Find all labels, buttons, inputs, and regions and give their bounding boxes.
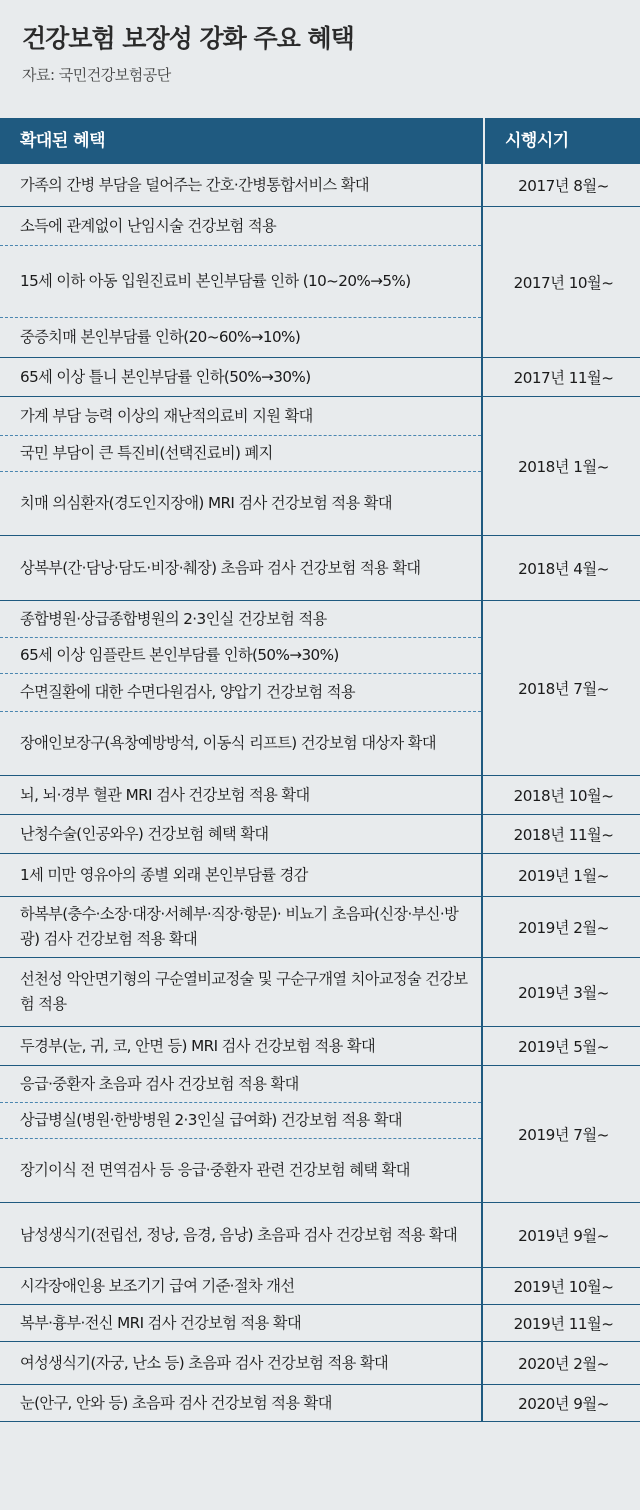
benefit-item: 선천성 악안면기형의 구순열비교정술 및 구순구개열 치아교정술 건강보험 적용: [20, 970, 468, 1013]
table-row: [0, 1305, 640, 1342]
benefit-list: [0, 1342, 483, 1384]
table-row: [0, 397, 640, 536]
benefit-item: 난청수술(인공와우) 건강보험 혜택 확대: [20, 824, 269, 843]
benefit-list: [0, 1027, 483, 1065]
benefit-item: 1세 미만 영유아의 종별 외래 본인부담률 경감: [20, 865, 308, 884]
effective-date: 2018년 10월~: [513, 786, 614, 805]
effective-date: 2018년 4월~: [518, 559, 609, 578]
benefit-item: 소득에 관계없이 난임시술 건강보험 적용: [20, 216, 277, 235]
benefit-list: [0, 1385, 483, 1421]
effective-date: 2019년 3월~: [518, 983, 609, 1002]
benefit-list: [0, 776, 483, 814]
benefit-item: 국민 부담이 큰 특진비(선택진료비) 폐지: [0, 435, 481, 471]
table-row: [0, 1203, 640, 1268]
effective-date: 2017년 10월~: [513, 273, 614, 292]
table-row: [0, 1342, 640, 1385]
benefit-list: [0, 536, 483, 600]
benefit-list: [0, 601, 483, 775]
effective-date: 2019년 11월~: [513, 1314, 614, 1333]
effective-date: 2018년 11월~: [513, 825, 614, 844]
table-row: [0, 1066, 640, 1203]
source-note: 자료: 국민건강보험공단: [22, 66, 171, 84]
effective-date: 2019년 9월~: [518, 1226, 609, 1245]
benefit-item: 눈(안구, 안와 등) 초음파 검사 건강보험 적용 확대: [20, 1393, 332, 1412]
benefit-list: [0, 1268, 483, 1304]
benefit-item: 복부·흉부·전신 MRI 검사 건강보험 적용 확대: [20, 1313, 302, 1332]
benefit-list: [0, 207, 483, 357]
benefit-item: 남성생식기(전립선, 정낭, 음경, 음낭) 초음파 검사 건강보험 적용 확대: [20, 1225, 458, 1244]
benefit-item: 65세 이상 임플란트 본인부담률 인하(50%→30%): [0, 637, 481, 673]
benefit-list: [0, 164, 483, 206]
benefit-list: [0, 1203, 483, 1267]
benefit-item: 종합병원·상급종합병원의 2·3인실 건강보험 적용: [20, 609, 327, 628]
table-row: [0, 897, 640, 958]
benefit-item: 가계 부담 능력 이상의 재난적의료비 지원 확대: [20, 406, 313, 425]
table-row: [0, 1027, 640, 1066]
benefit-list: [0, 1066, 483, 1202]
benefit-item: 가족의 간병 부담을 덜어주는 간호·간병통합서비스 확대: [20, 175, 370, 194]
column-header-date: 시행시기: [483, 118, 640, 164]
benefit-item: 시각장애인용 보조기기 급여 기준·절차 개선: [20, 1276, 295, 1295]
benefit-list: [0, 397, 483, 535]
table-row: [0, 854, 640, 897]
benefit-item: 응급·중환자 초음파 검사 건강보험 적용 확대: [20, 1074, 299, 1093]
table-header: [0, 118, 640, 164]
effective-date: 2020년 9월~: [518, 1394, 609, 1413]
table-row: [0, 1385, 640, 1422]
table-row: [0, 776, 640, 815]
benefit-list: [0, 958, 483, 1026]
benefit-list: [0, 815, 483, 853]
effective-date: 2017년 8월~: [518, 176, 609, 195]
effective-date: 2020년 2월~: [518, 1354, 609, 1373]
benefit-list: [0, 897, 483, 957]
table-row: [0, 1268, 640, 1305]
table-row: [0, 601, 640, 776]
benefit-item: 치매 의심환자(경도인지장애) MRI 검사 건강보험 적용 확대: [0, 471, 481, 535]
benefit-item: 수면질환에 대한 수면다원검사, 양압기 건강보험 적용: [0, 673, 481, 711]
column-header-benefit: 확대된 혜택: [20, 131, 106, 151]
effective-date: 2017년 11월~: [513, 368, 614, 387]
benefit-item: 중증치매 본인부담률 인하(20~60%→10%): [0, 317, 481, 357]
benefit-list: [0, 1305, 483, 1341]
effective-date: 2019년 1월~: [518, 866, 609, 885]
benefit-item: 여성생식기(자궁, 난소 등) 초음파 검사 건강보험 적용 확대: [20, 1353, 389, 1372]
table-row: [0, 815, 640, 854]
effective-date: 2019년 2월~: [518, 918, 609, 937]
effective-date: 2018년 7월~: [518, 679, 609, 698]
header: [0, 0, 640, 118]
benefit-item: 상복부(간·담낭·담도·비장·췌장) 초음파 검사 건강보험 적용 확대: [20, 558, 421, 577]
benefit-item: 상급병실(병원·한방병원 2·3인실 급여화) 건강보험 적용 확대: [0, 1102, 481, 1138]
benefit-list: [0, 358, 483, 396]
benefit-item: 하복부(충수·소장·대장·서혜부·직장·항문)· 비뇨기 초음파(신장·부신·방광) 검사 건강보험 적용 확대: [20, 905, 459, 948]
table-row: [0, 536, 640, 601]
table-row: [0, 164, 640, 207]
table-row: [0, 207, 640, 358]
benefit-list: [0, 854, 483, 896]
benefit-item: 장기이식 전 면역검사 등 응급·중환자 관련 건강보험 혜택 확대: [0, 1138, 481, 1202]
benefit-item: 65세 이상 틀니 본인부담률 인하(50%→30%): [20, 367, 311, 386]
effective-date: 2019년 5월~: [518, 1037, 609, 1056]
effective-date: 2018년 1월~: [518, 457, 609, 476]
benefits-table: [0, 164, 640, 1422]
effective-date: 2019년 7월~: [518, 1125, 609, 1144]
benefit-item: 장애인보장구(욕창예방방석, 이동식 리프트) 건강보험 대상자 확대: [0, 711, 481, 775]
benefit-item: 뇌, 뇌·경부 혈관 MRI 검사 건강보험 적용 확대: [20, 785, 310, 804]
benefit-item: 15세 이하 아동 입원진료비 본인부담률 인하 (10~20%→5%): [0, 245, 481, 317]
page-title: 건강보험 보장성 강화 주요 혜택: [22, 24, 354, 53]
table-row: [0, 358, 640, 397]
effective-date: 2019년 10월~: [513, 1277, 614, 1296]
table-row: [0, 958, 640, 1027]
benefit-item: 두경부(눈, 귀, 코, 안면 등) MRI 검사 건강보험 적용 확대: [20, 1036, 376, 1055]
